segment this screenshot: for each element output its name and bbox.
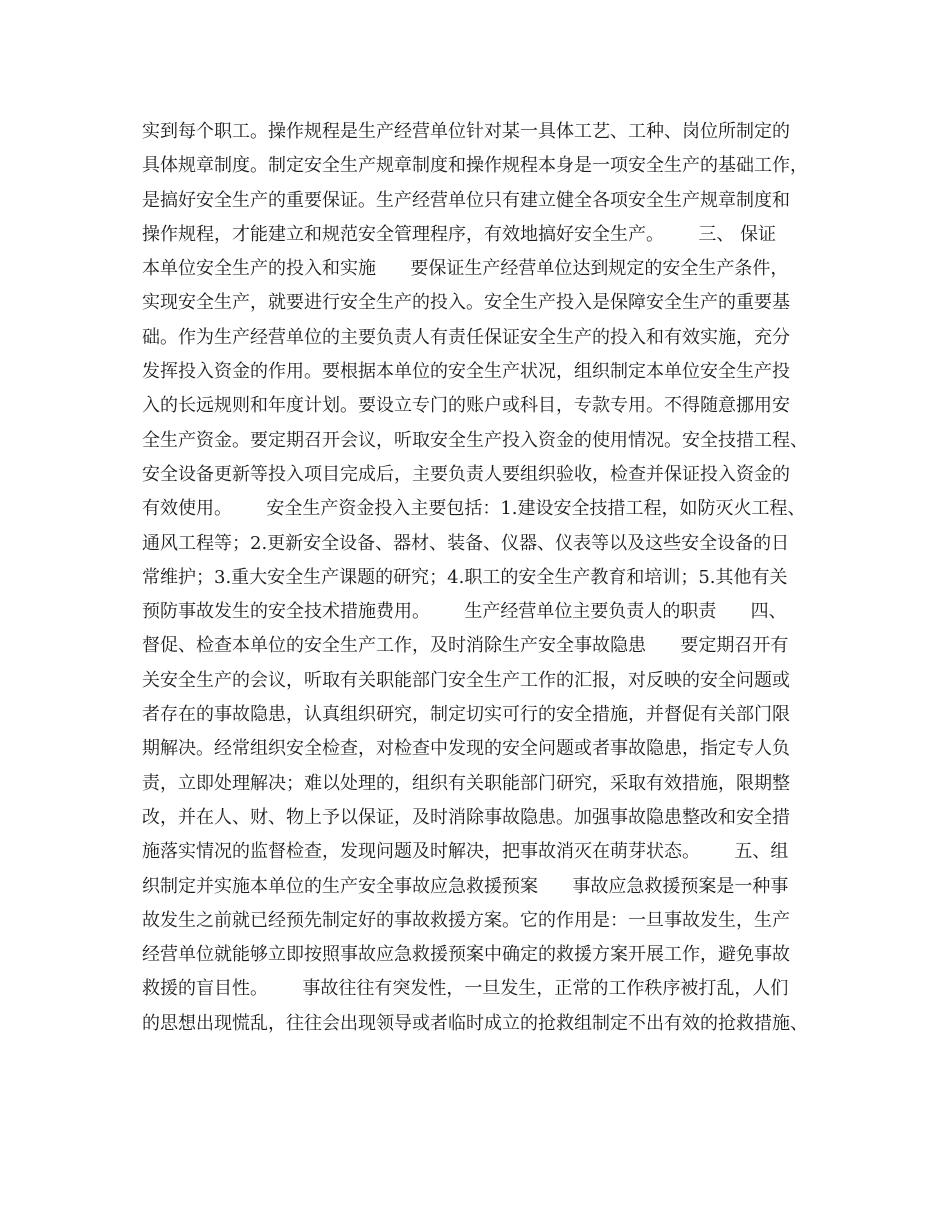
text-line: 本单位安全生产的投入和实施 要保证生产经营单位达到规定的安全生产条件， — [142, 258, 789, 280]
text-line: 是搞好安全生产的重要保证。生产经营单位只有建立健全各项安全生产规章制度和 — [142, 189, 790, 211]
text-line: 织制定并实施本单位的生产安全事故应急救援预案 事故应急救援预案是一种事 — [142, 875, 789, 897]
text-line: 全生产资金。要定期召开会议，听取安全生产投入资金的使用情况。安全技措工程、 — [142, 429, 808, 451]
text-line: 常维护；3.重大安全生产课题的研究；4.职工的安全生产教育和培训；5.其他有关 — [142, 566, 788, 588]
text-line: 关安全生产的会议，听取有关职能部门安全生产工作的汇报，对反映的安全问题或 — [142, 669, 790, 691]
text-line: 安全设备更新等投入项目完成后，主要负责人要组织验收，检查并保证投入资金的 — [142, 463, 790, 485]
body-text — [142, 115, 842, 1041]
text-line: 督促、检查本单位的安全生产工作，及时消除生产安全事故隐患 要定期召开有 — [142, 635, 789, 657]
text-line: 通风工程等；2.更新安全设备、器材、装备、仪器、仪表等以及这些安全设备的日 — [142, 532, 790, 554]
text-line: 具体规章制度。制定安全生产规章制度和操作规程本身是一项安全生产的基础工作， — [142, 155, 808, 177]
text-line: 者存在的事故隐患，认真组织研究，制定切实可行的安全措施，并督促有关部门限 — [142, 704, 790, 726]
text-line: 入的长远规则和年度计划。要设立专门的账户或科目，专款专用。不得随意挪用安 — [142, 395, 790, 417]
text-line: 故发生之前就已经预先制定好的事故救援方案。它的作用是：一旦事故发生，生产 — [142, 909, 790, 931]
text-line: 救援的盲目性。 事故往往有突发性，一旦发生，正常的工作秩序被打乱，人们 — [142, 978, 789, 1000]
text-line: 经营单位就能够立即按照事故应急救援预案中确定的救援方案开展工作，避免事故 — [142, 944, 790, 966]
text-line: 操作规程，才能建立和规范安全管理程序，有效地搞好安全生产。 三、 保证 — [142, 223, 777, 245]
text-line: 期解决。经常组织安全检查，对检查中发现的安全问题或者事故隐患，指定专人负 — [142, 738, 790, 760]
text-line: 施落实情况的监督检查，发现问题及时解决，把事故消灭在萌芽状态。 五、组 — [142, 841, 789, 863]
text-line: 发挥投入资金的作用。要根据本单位的安全生产状况，组织制定本单位安全生产投 — [142, 361, 790, 383]
text-line: 的思想出现慌乱，往往会出现领导或者临时成立的抢救组制定不出有效的抢救措施、 — [142, 1012, 808, 1034]
text-line: 改，并在人、财、物上予以保证，及时消除事故隐患。加强事故隐患整改和安全措 — [142, 806, 790, 828]
text-line: 实到每个职工。操作规程是生产经营单位针对某一具体工艺、工种、岗位所制定的 — [142, 121, 790, 142]
text-line: 础。作为生产经营单位的主要负责人有责任保证安全生产的投入和有效实施，充分 — [142, 326, 790, 348]
text-line: 预防事故发生的安全技术措施费用。 生产经营单位主要负责人的职责 四、 — [142, 601, 787, 623]
text-line: 有效使用。 安全生产资金投入主要包括：1.建设安全技措工程，如防灭火工程、 — [142, 498, 806, 520]
text-line: 实现安全生产，就要进行安全生产的投入。安全生产投入是保障安全生产的重要基 — [142, 292, 790, 314]
text-line: 责，立即处理解决；难以处理的，组织有关职能部门研究，采取有效措施，限期整 — [142, 772, 790, 794]
